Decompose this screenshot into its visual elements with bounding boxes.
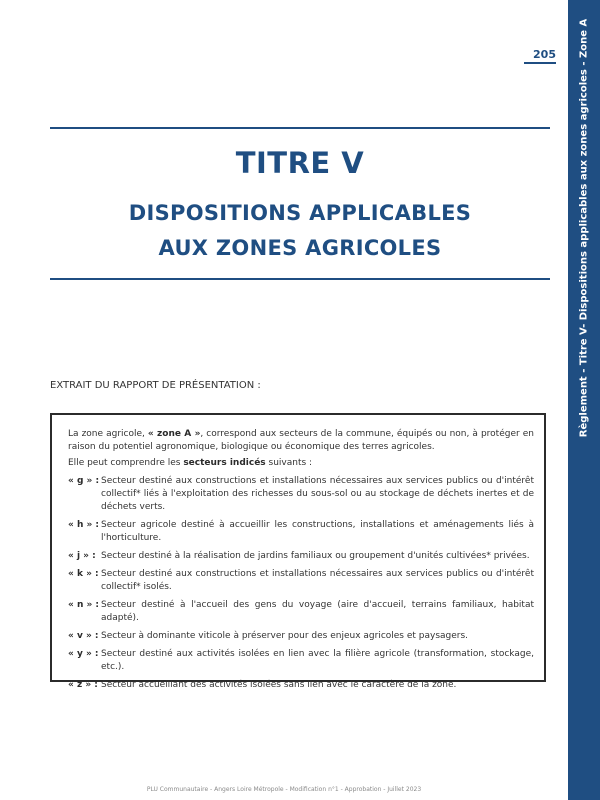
sector-code: « k » :: [68, 569, 99, 579]
page-number-rule: [524, 62, 556, 64]
title-subtitle-line2: AUX ZONES AGRICOLES: [158, 236, 442, 260]
secteurs-indices-label: secteurs indicés: [183, 458, 266, 468]
sector-code: « z » :: [68, 680, 98, 690]
title-subtitle-line1: DISPOSITIONS APPLICABLES: [128, 201, 472, 225]
intro-paragraph: [68, 428, 534, 454]
extract-label: EXTRAIT DU RAPPORT DE PRÉSENTATION :: [50, 380, 261, 391]
sector-description: Secteur destiné aux activités isolées en lien avec la filière agricole (transformation, stockage, etc.).: [101, 649, 534, 672]
sector-code: « v » :: [68, 631, 99, 641]
intro-text-2: , correspond aux secteurs de la commune, équipés ou non, à protéger en raison du potentiel agronomique, biologique ou économique des terres agricoles.: [68, 429, 534, 452]
extract-content: [68, 428, 534, 692]
side-banner-text: Règlement - Titre V- Dispositions applicables aux zones agricoles - Zone A: [578, 18, 590, 438]
sector-item-g: [68, 475, 534, 514]
title-top-rule: [50, 127, 550, 129]
title-bottom-rule: [50, 278, 550, 280]
page-number: 205: [533, 48, 556, 61]
sector-description: Secteur destiné à la réalisation de jardins familiaux ou groupement d'unités cultivées* privées.: [101, 551, 530, 561]
sector-description: Secteur destiné aux constructions et installations nécessaires aux services publics ou d'intérêt collectif* liés à l'exploitation des richesses du sous-sol ou au stockage de déchets inertes et de déchets verts.: [101, 476, 534, 512]
sector-item-y: [68, 648, 534, 674]
sector-description: Secteur destiné à l'accueil des gens du voyage (aire d'accueil, terrains familiaux, habitat adapté).: [101, 600, 534, 623]
intro2-paragraph: [68, 457, 534, 470]
intro2-text-2: suivants :: [265, 458, 313, 468]
sector-item-h: [68, 519, 534, 545]
sector-code: « j » :: [68, 551, 96, 561]
intro-text-1: La zone agricole,: [68, 429, 148, 439]
sector-item-z: [68, 679, 534, 692]
sector-code: « n » :: [68, 600, 100, 610]
title-main: TITRE V: [235, 146, 365, 180]
sector-item-k: [68, 568, 534, 594]
extract-box: [50, 413, 546, 690]
sector-code: « h » :: [68, 520, 100, 530]
sector-description: Secteur agricole destiné à accueillir les constructions, installations et aménagements liés à l'horticulture.: [101, 520, 534, 543]
sector-description: Secteur accueillant des activités isolées sans lien avec le caractère de la zone.: [101, 680, 457, 690]
sector-item-j: [68, 550, 534, 563]
intro2-text-1: Elle peut comprendre les: [68, 458, 184, 468]
sector-code: « y » :: [68, 649, 99, 659]
zone-a-label: « zone A »: [147, 429, 201, 439]
sector-item-v: [68, 630, 534, 643]
sector-description: Secteur à dominante viticole à préserver pour des enjeux agricoles et paysagers.: [101, 631, 469, 641]
sector-code: « g » :: [68, 476, 100, 486]
sector-description: Secteur destiné aux constructions et installations nécessaires aux services publics ou d'intérêt collectif* isolés.: [101, 569, 534, 592]
sector-item-n: [68, 599, 534, 625]
page-footer: PLU Communautaire - Angers Loire Métropole - Modification n°1 - Approbation - Juillet 2023: [146, 786, 422, 793]
